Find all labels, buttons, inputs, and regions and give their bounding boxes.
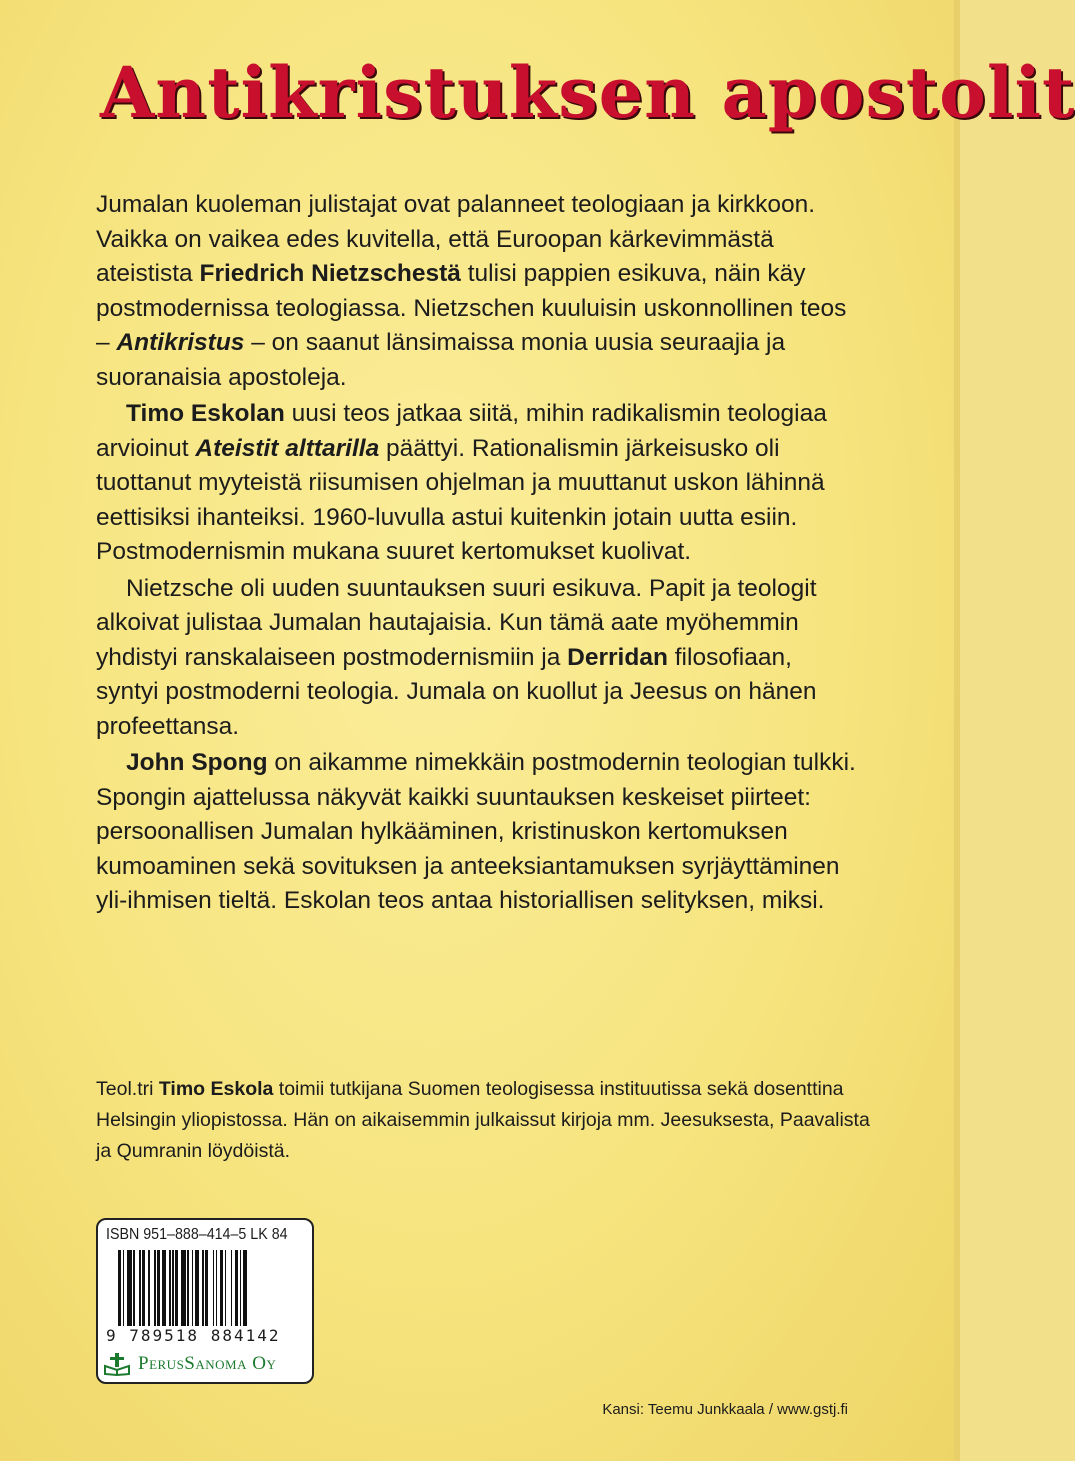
text-run: toimii tutkijana Suomen teologisessa instituutissa sekä dosenttina Helsingin yliopistossa. Hän on aikaisemmin julkaissut kirjoja mm. Jeesuksesta, Paavalista ja Qumranin löydöistä. bbox=[96, 1078, 870, 1162]
text-run: uusi teos jatkaa siitä, mihin radikalismin teologiaa arvioinut bbox=[96, 400, 827, 462]
blurb-text bbox=[96, 188, 856, 921]
publisher-name: PerusSanoma Oy bbox=[138, 1353, 277, 1374]
name-highlight: John Spong bbox=[126, 749, 268, 776]
text-run: – on saanut länsimaissa monia uusia seuraajia ja suoranaisia apostoleja. bbox=[96, 329, 786, 391]
barcode bbox=[118, 1250, 298, 1334]
book-title-reference: Ateistit alttarilla bbox=[195, 434, 380, 462]
name-highlight: Derridan bbox=[567, 643, 668, 671]
barcode-box bbox=[96, 1218, 314, 1384]
text-run: on aikamme nimekkäin postmodernin teologian tulkki. Spongin ajattelussa näkyvät kaikki suuntauksen keskeiset piirteet: persoonallisen Jumalan hylkääminen, kristinuskon kertomuksen kumoaminen sekä sovituksen ja anteeksiantamuksen syrjäyttäminen yli-ihmisen tieltä. Eskolan teos antaa historiallisen selityksen, miksi. bbox=[96, 749, 856, 914]
book-title: Antikristuksen apostolit bbox=[100, 51, 1075, 134]
blurb-paragraph bbox=[96, 188, 856, 395]
author-bio bbox=[96, 1074, 876, 1167]
isbn-label: ISBN 951–888–414–5 LK 84 bbox=[106, 1226, 288, 1243]
cover-credit: Kansi: Teemu Junkkaala / www.gstj.fi bbox=[602, 1401, 848, 1418]
book-cross-logo-icon bbox=[104, 1352, 130, 1376]
text-run: tulisi pappien esikuva, näin käy postmodernissa teologiassa. Nietzschen kuuluisin uskonnollinen teos – bbox=[96, 260, 847, 356]
text-run: päättyi. Rationalismin järkeisusko oli tuottanut myyteistä riisumisen ohjelman ja muuttanut uskon lähinnä eettisiksi ihanteiksi. 1960-luvulla astui kuitenkin jotain uutta esiin. Postmodernismin mukana suuret kertomukset kuolivat. bbox=[96, 434, 825, 565]
book-title-reference: Antikristus bbox=[116, 329, 245, 356]
blurb-paragraph bbox=[96, 397, 856, 570]
text-run: filosofiaan, syntyi postmoderni teologia. Jumala on kuollut ja Jeesus on hänen profeettansa. bbox=[96, 643, 817, 740]
name-highlight: Timo Eskola bbox=[158, 1078, 274, 1100]
blurb-paragraph bbox=[96, 746, 856, 919]
text-run: Jumalan kuoleman julistajat ovat palanneet teologiaan ja kirkkoon. Vaikka on vaikea edes kuvitella, että Euroopan kärkevimmästä ateistista bbox=[96, 191, 816, 287]
text-run: Nietzsche oli uuden suuntauksen suuri esikuva. Papit ja teologit alkoivat julistaa Jumalan hautajaisia. Kun tämä aate myöhemmin yhdistyi ranskalaiseen postmodernismiin ja bbox=[96, 574, 817, 671]
blurb-paragraph bbox=[96, 572, 856, 745]
publisher-row bbox=[104, 1352, 276, 1376]
name-highlight: Timo Eskolan bbox=[126, 400, 285, 427]
name-highlight: Friedrich Nietzschestä bbox=[199, 260, 461, 287]
barcode-gap bbox=[247, 1250, 249, 1330]
text-run: Teol.tri bbox=[96, 1078, 159, 1100]
ean-number: 9 789518 884142 bbox=[106, 1326, 281, 1345]
